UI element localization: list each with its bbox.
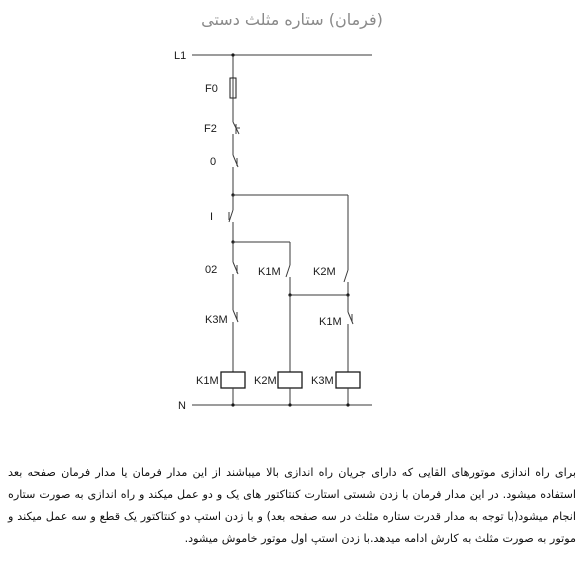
coil-k3m bbox=[311, 372, 360, 388]
overload-f2-contact bbox=[204, 122, 240, 135]
l1-label: L1 bbox=[174, 50, 187, 62]
k1m-nc-contact-label: K1M bbox=[319, 316, 342, 328]
f2-label: F2 bbox=[204, 123, 217, 135]
stop-button-0 bbox=[210, 155, 238, 168]
k1m-contact-label: K1M bbox=[258, 266, 281, 278]
coil-k2m bbox=[254, 372, 302, 388]
k1m-coil-label: K1M bbox=[196, 375, 219, 387]
k3m-coil-label: K3M bbox=[311, 375, 334, 387]
k1m-no-contact bbox=[258, 265, 290, 278]
start-button-i bbox=[210, 210, 233, 223]
f0-label: F0 bbox=[205, 83, 218, 95]
diagram-title: (فرمان) ستاره مثلث دستی bbox=[201, 10, 383, 29]
stop-button-02 bbox=[205, 262, 238, 276]
s02-label: 02 bbox=[205, 264, 218, 276]
description-paragraph: برای راه اندازی موتورهای القایی که دارای جریان راه اندازی بالا میباشند از این مدار فرمان یا مدار فرمان صفحه بعد استفاده میشود. در این مدار فرمان با زدن شستی استارت کنتاکتور های یک و دو عمل میکند و راه اندازی به صورت ستاره انجام میشود(با توجه به مدار قدرت ستاره مثلث در سه صفحه بعد) و با زدن استپ دو کنتاکتور یک قطع و سه عمل میکند و موتور به صورت مثلث به کارش ادامه میدهد.با زدن استپ اول موتور خاموش میشود. bbox=[8, 466, 576, 545]
k3m-contact-label: K3M bbox=[205, 314, 228, 326]
l1-bus bbox=[174, 50, 372, 62]
s0-label: 0 bbox=[210, 156, 217, 168]
n-bus bbox=[178, 400, 372, 412]
k2m-coil-label: K2M bbox=[254, 375, 277, 387]
s1-label: I bbox=[210, 211, 214, 223]
n-label: N bbox=[178, 400, 186, 412]
coil-k1m bbox=[196, 372, 245, 388]
fuse-f0 bbox=[205, 78, 236, 98]
k2m-contact-label: K2M bbox=[313, 266, 336, 278]
k2m-no-contact bbox=[313, 266, 348, 282]
